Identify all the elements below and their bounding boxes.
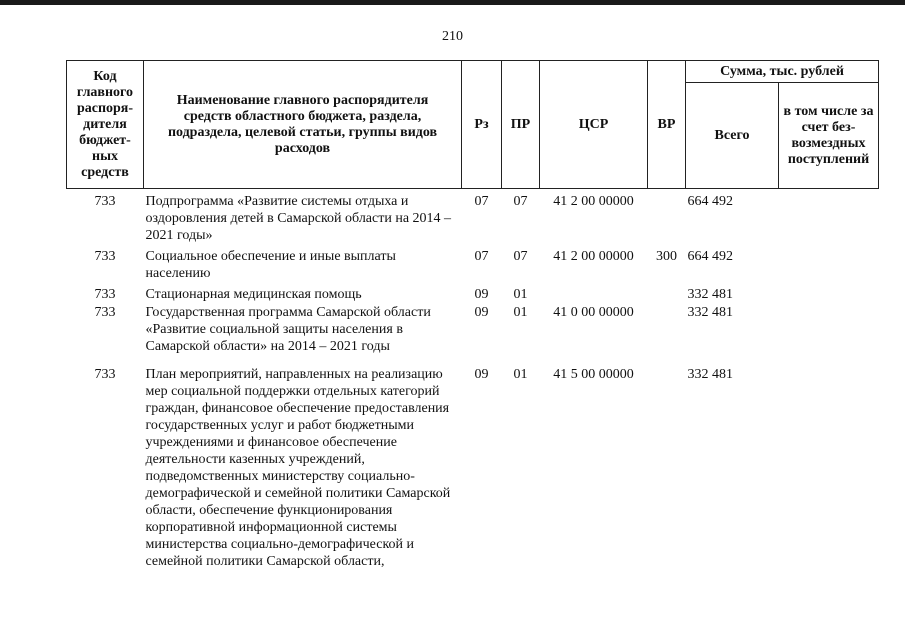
header-rz: Рз (462, 61, 502, 189)
budget-table (66, 60, 879, 570)
row-code: 733 (94, 287, 116, 302)
row-pr: 01 (513, 305, 528, 320)
row-rz: 09 (474, 287, 489, 302)
row-incl (779, 303, 879, 355)
page-number: 210 (442, 29, 463, 44)
header-vr: ВР (648, 61, 686, 189)
row-code: 733 (94, 249, 116, 264)
header-csr: ЦСР (540, 61, 648, 189)
row-pr: 01 (513, 367, 528, 382)
header-name: Наименование главного распорядителя средств областного бюджета, раздела, подраздела, целевой статьи, группы видов расходов (144, 61, 462, 189)
row-name: Подпрограмма «Развитие системы отдыха и оздоровления детей в Самарской области на 2014 – 2021 годы» (145, 194, 452, 243)
header-total: Всего (686, 83, 779, 189)
row-name: Социальное обеспечение и иные выплаты населению (145, 249, 396, 281)
row-total: 664 492 (687, 249, 733, 264)
row-total: 664 492 (687, 194, 733, 209)
table-row (67, 282, 879, 303)
row-total: 332 481 (687, 305, 733, 320)
row-csr: 41 5 00 00000 (553, 367, 634, 382)
row-name: Государственная программа Самарской области «Развитие социальной защиты населения в Самарской области» на 2014 – 2021 годы (145, 305, 431, 354)
row-pr: 01 (513, 287, 528, 302)
row-csr: 41 0 00 00000 (553, 305, 634, 320)
row-csr (540, 282, 648, 303)
row-code: 733 (94, 367, 116, 382)
table-row (67, 189, 879, 245)
row-csr: 41 2 00 00000 (553, 194, 634, 209)
header-incl: в том числе за счет без-возмездных поступлений (779, 83, 879, 189)
row-rz: 09 (474, 367, 489, 382)
header-pr: ПР (502, 61, 540, 189)
table-row (67, 244, 879, 282)
row-pr: 07 (513, 249, 528, 264)
row-code: 733 (94, 194, 116, 209)
header-code: Код главного распоря-дителя бюджет-ных средств (67, 61, 144, 189)
row-vr (648, 189, 686, 245)
row-incl (779, 355, 879, 570)
scan-top-edge (0, 0, 905, 5)
row-name: План мероприятий, направленных на реализацию мер социальной поддержки отдельных категорий граждан, финансовое обеспечение предоставления государственных услуг и работ бюджетными учреждениями и финансовое обеспечение деятельности казенных учреждений, подведомственных министерству социально-демографической и семейной политики Самарской области, обеспечение функционирования корпоративной информационной системы министерства социально-демографической и семейной политики Самарской области, (145, 367, 451, 569)
row-pr: 07 (513, 194, 528, 209)
row-total: 332 481 (687, 367, 733, 382)
header-sum: Сумма, тыс. рублей (686, 61, 879, 83)
row-incl (779, 189, 879, 245)
row-total: 332 481 (687, 287, 733, 302)
row-vr: 300 (656, 249, 677, 264)
row-rz: 09 (474, 305, 489, 320)
row-name: Стационарная медицинская помощь (145, 287, 362, 302)
row-rz: 07 (474, 194, 489, 209)
table-row (67, 303, 879, 355)
row-rz: 07 (474, 249, 489, 264)
row-csr: 41 2 00 00000 (553, 249, 634, 264)
row-code: 733 (94, 305, 116, 320)
row-incl (779, 282, 879, 303)
row-vr (648, 355, 686, 570)
row-incl (779, 244, 879, 282)
table-row (67, 355, 879, 570)
row-vr (648, 303, 686, 355)
row-vr (648, 282, 686, 303)
